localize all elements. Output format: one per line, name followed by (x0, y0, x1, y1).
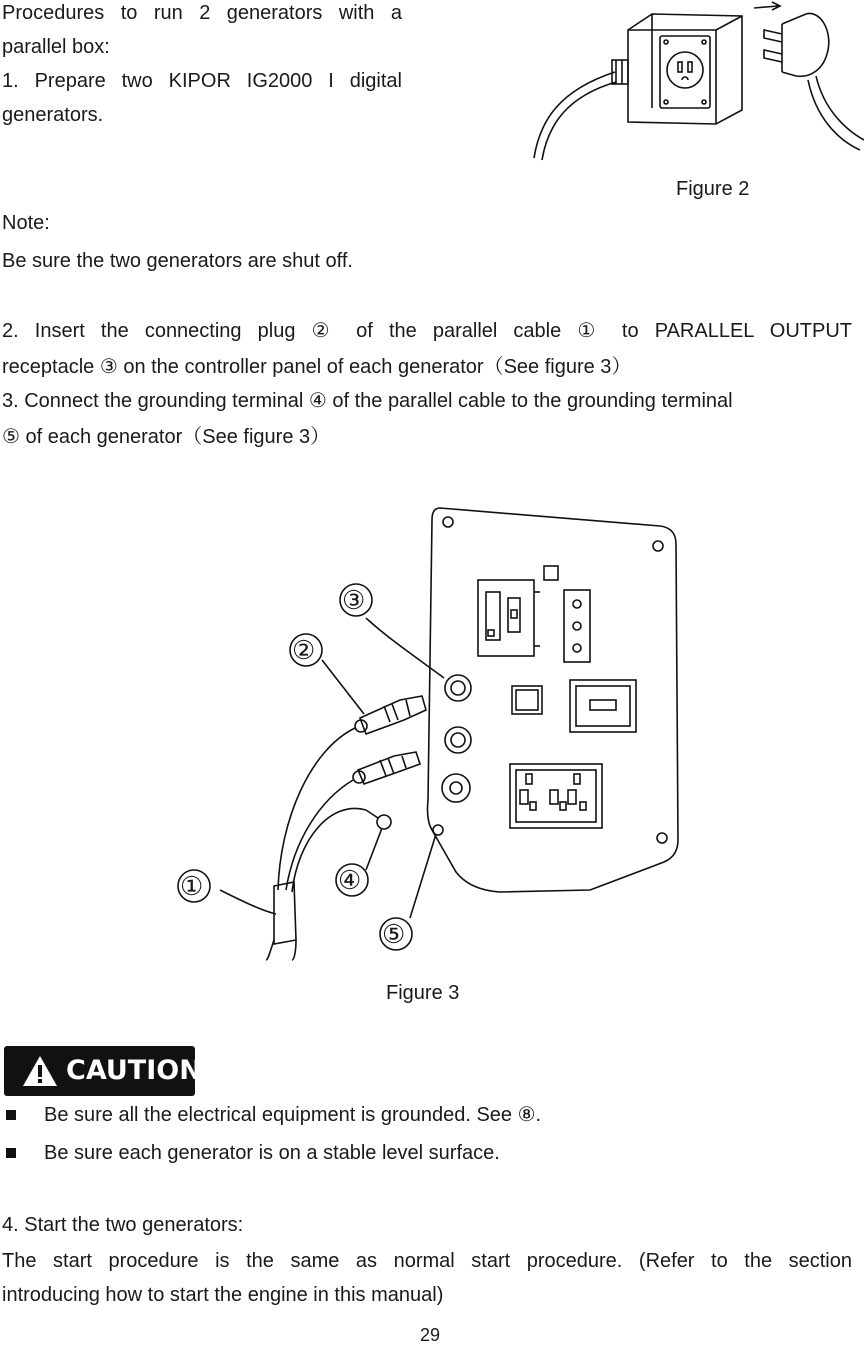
note-text: Be sure the two generators are shut off. (2, 250, 353, 272)
intro-line-1: Procedures to run 2 generators with a (2, 2, 402, 24)
callout-2: ② (292, 636, 316, 666)
caution-label: CAUTION (66, 1055, 202, 1086)
step4-line-1: The start procedure is the same as normal start procedure. (Refer to the section (2, 1250, 852, 1272)
figure3-caption: Figure 3 (386, 982, 460, 1004)
callout-4: ④ (338, 866, 362, 896)
figure2-illustration (520, 0, 864, 170)
figure3-illustration (170, 500, 700, 960)
callout-5: ⑤ (382, 920, 406, 950)
step4-heading: 4. Start the two generators: (2, 1214, 244, 1236)
step3-line-1: 3. Connect the grounding terminal ④ of the parallel cable to the grounding terminal (2, 390, 733, 412)
bullet-square-icon (6, 1110, 16, 1120)
step1-line-2: generators. (2, 104, 104, 126)
step3-line-2: ⑤ of each generator（See figure 3） (2, 426, 331, 448)
caution-bullet-2: Be sure each generator is on a stable level surface. (44, 1142, 500, 1164)
intro-line-2: parallel box: (2, 36, 110, 58)
caution-bullet-1: Be sure all the electrical equipment is grounded. See ⑧. (44, 1104, 542, 1126)
caution-badge (4, 1046, 202, 1096)
callout-1: ① (180, 872, 204, 902)
page-number: 29 (420, 1325, 441, 1345)
figure2-caption: Figure 2 (676, 178, 750, 200)
warning-triangle-icon (22, 1054, 58, 1088)
callout-3: ③ (342, 586, 366, 616)
step1-line-1: 1. Prepare two KIPOR IG2000 I digital (2, 70, 402, 92)
bullet-square-icon (6, 1148, 16, 1158)
step4-line-2: introducing how to start the engine in this manual) (2, 1284, 444, 1306)
note-heading: Note: (2, 212, 50, 234)
step2-line-2: receptacle ③ on the controller panel of each generator（See figure 3） (2, 356, 632, 378)
step2-line-1: 2. Insert the connecting plug ② of the parallel cable ① to PARALLEL OUTPUT (2, 320, 852, 342)
